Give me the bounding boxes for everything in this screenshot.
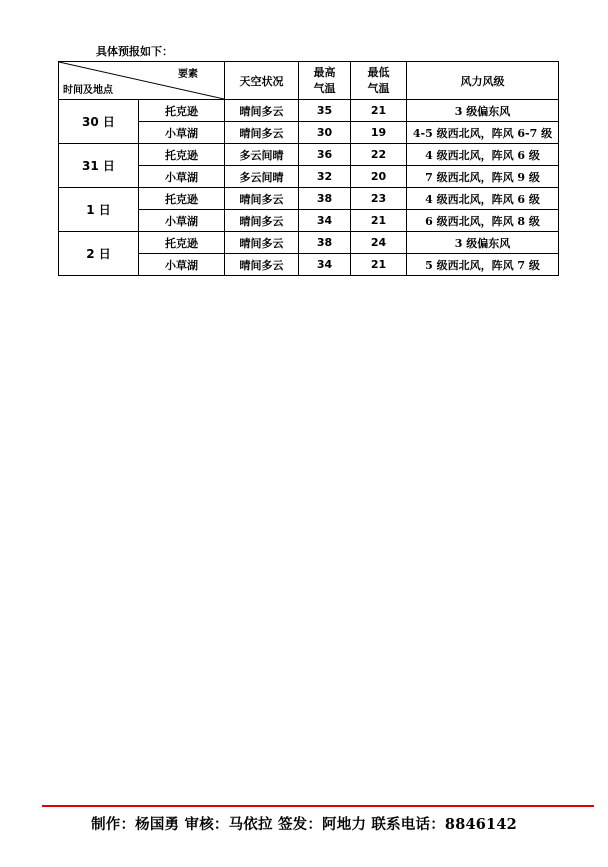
corner-header-elements: 要素 <box>178 69 198 80</box>
date-cell: 30 日 <box>59 100 139 144</box>
corner-header-cell <box>59 62 225 100</box>
place-cell: 托克逊 <box>139 100 225 122</box>
max-temp-cell: 38 <box>299 188 351 210</box>
date-cell: 1 日 <box>59 188 139 232</box>
date-cell: 2 日 <box>59 232 139 276</box>
header-wind: 风力风级 <box>407 62 559 100</box>
max-temp-cell: 35 <box>299 100 351 122</box>
min-temp-cell: 21 <box>351 100 407 122</box>
corner-header-time-place: 时间及地点 <box>63 85 113 96</box>
min-temp-cell: 21 <box>351 210 407 232</box>
table-row <box>59 188 559 210</box>
place-cell: 小草湖 <box>139 254 225 276</box>
table-row <box>59 232 559 254</box>
wind-cell: 4 级西北风，阵风 6 级 <box>407 188 559 210</box>
wind-cell: 3 级偏东风 <box>407 100 559 122</box>
max-temp-cell: 38 <box>299 232 351 254</box>
sky-cell: 多云间晴 <box>225 144 299 166</box>
header-sky: 天空状况 <box>225 62 299 100</box>
sky-cell: 晴间多云 <box>225 210 299 232</box>
min-temp-cell: 23 <box>351 188 407 210</box>
header-max-temp-line1: 最高 <box>313 65 336 79</box>
sky-cell: 晴间多云 <box>225 188 299 210</box>
wind-cell: 3 级偏东风 <box>407 232 559 254</box>
table-row <box>59 144 559 166</box>
wind-cell: 7 级西北风，阵风 9 级 <box>407 166 559 188</box>
sky-cell: 晴间多云 <box>225 100 299 122</box>
header-min-temp-line2: 气温 <box>367 81 390 95</box>
wind-cell: 5 级西北风，阵风 7 级 <box>407 254 559 276</box>
forecast-table <box>58 61 559 276</box>
wind-cell: 6 级西北风，阵风 8 级 <box>407 210 559 232</box>
max-temp-cell: 30 <box>299 122 351 144</box>
place-cell: 小草湖 <box>139 166 225 188</box>
place-cell: 小草湖 <box>139 210 225 232</box>
min-temp-cell: 19 <box>351 122 407 144</box>
max-temp-cell: 34 <box>299 254 351 276</box>
sky-cell: 多云间晴 <box>225 166 299 188</box>
intro-text: 具体预报如下： <box>96 45 173 58</box>
max-temp-cell: 34 <box>299 210 351 232</box>
footer-divider <box>42 805 594 807</box>
min-temp-cell: 22 <box>351 144 407 166</box>
table-row <box>59 100 559 122</box>
max-temp-cell: 32 <box>299 166 351 188</box>
min-temp-cell: 24 <box>351 232 407 254</box>
sky-cell: 晴间多云 <box>225 232 299 254</box>
header-max-temp <box>299 62 351 100</box>
header-min-temp <box>351 62 407 100</box>
min-temp-cell: 20 <box>351 166 407 188</box>
sky-cell: 晴间多云 <box>225 122 299 144</box>
header-min-temp-line1: 最低 <box>367 65 390 79</box>
place-cell: 托克逊 <box>139 232 225 254</box>
date-cell: 31 日 <box>59 144 139 188</box>
place-cell: 小草湖 <box>139 122 225 144</box>
wind-cell: 4-5 级西北风，阵风 6-7 级 <box>407 122 559 144</box>
place-cell: 托克逊 <box>139 188 225 210</box>
header-max-temp-line2: 气温 <box>313 81 336 95</box>
table-header-row <box>59 62 559 100</box>
min-temp-cell: 21 <box>351 254 407 276</box>
max-temp-cell: 36 <box>299 144 351 166</box>
sky-cell: 晴间多云 <box>225 254 299 276</box>
wind-cell: 4 级西北风，阵风 6 级 <box>407 144 559 166</box>
place-cell: 托克逊 <box>139 144 225 166</box>
footer-credits: 制作：杨国勇 审核：马依拉 签发：阿地力 联系电话：8846142 <box>91 816 517 833</box>
